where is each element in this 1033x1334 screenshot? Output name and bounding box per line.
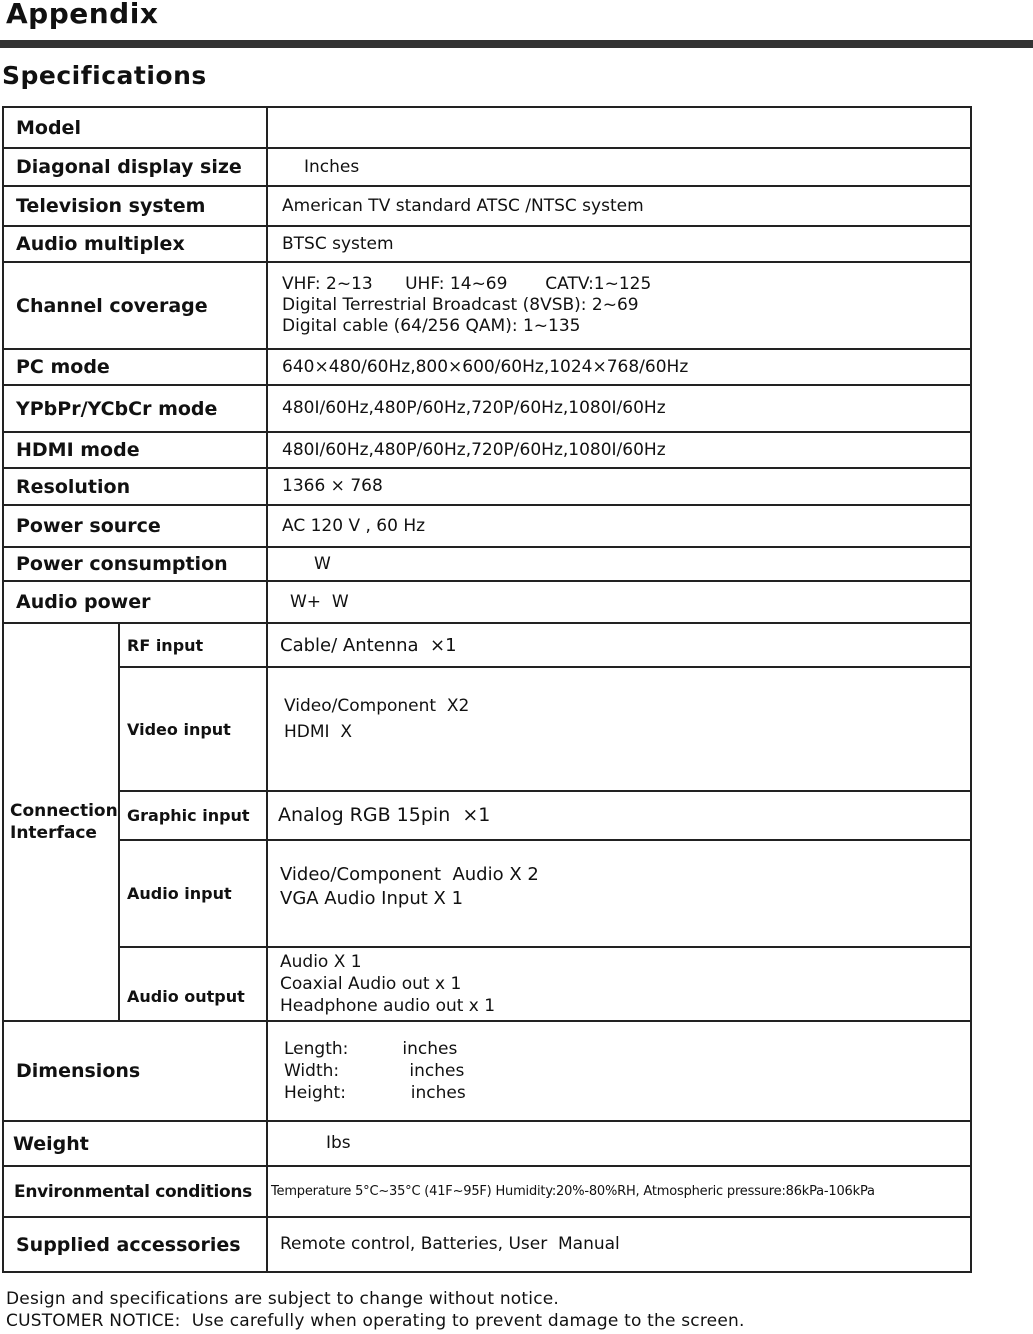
spec-label-video-input: Video input (119, 667, 267, 791)
audio-output-line: Coaxial Audio out x 1 (280, 974, 462, 994)
table-row (3, 186, 971, 226)
table-row (3, 349, 971, 385)
spec-label-model: Model (3, 107, 267, 148)
table-row (3, 1217, 971, 1272)
audio-input-line: Video/Component Audio X 2 (280, 863, 539, 885)
spec-value-graphic-input: Analog RGB 15pin ×1 (267, 791, 971, 840)
spec-label-audio-multiplex: Audio multiplex (3, 226, 267, 262)
table-row (3, 468, 971, 505)
spec-label-accessories: Supplied accessories (3, 1217, 267, 1272)
video-input-line: Video/Component X2 (284, 696, 470, 716)
change-notice: Design and specifications are subject to change without notice. (6, 1289, 559, 1309)
footer-notes (6, 1288, 745, 1332)
table-row (3, 1021, 971, 1121)
spec-value-audio-input (267, 840, 971, 947)
channel-line: VHF: 2~13 UHF: 14~69 CATV:1~125 (282, 274, 652, 294)
specifications-table (2, 106, 972, 1273)
spec-value-rf-input: Cable/ Antenna ×1 (267, 623, 971, 667)
table-row (3, 791, 971, 840)
spec-label-audio-input: Audio input (119, 840, 267, 947)
spec-value-hdmi-mode: 480I/60Hz,480P/60Hz,720P/60Hz,1080I/60Hz (267, 432, 971, 468)
spec-value-power-consumption: W (267, 547, 971, 581)
spec-value-resolution: 1366 × 768 (267, 468, 971, 505)
spec-label-resolution: Resolution (3, 468, 267, 505)
audio-output-line: Headphone audio out x 1 (280, 996, 496, 1016)
spec-value-ypbpr-mode: 480I/60Hz,480P/60Hz,720P/60Hz,1080I/60Hz (267, 385, 971, 432)
table-row (3, 107, 971, 148)
spec-label-pc-mode: PC mode (3, 349, 267, 385)
dimension-line: Width: inches (284, 1061, 465, 1081)
channel-line: Digital Terrestrial Broadcast (8VSB): 2~69 (282, 295, 639, 315)
header-divider (0, 40, 1033, 48)
table-row (3, 432, 971, 468)
table-row (3, 667, 971, 791)
page-title: Appendix (6, 0, 159, 30)
spec-label-power-consumption: Power consumption (3, 547, 267, 581)
spec-value-audio-multiplex: BTSC system (267, 226, 971, 262)
table-row (3, 1121, 971, 1166)
spec-label-environmental: Environmental conditions (3, 1166, 267, 1217)
spec-label-ypbpr-mode: YPbPr/YCbCr mode (3, 385, 267, 432)
spec-label-hdmi-mode: HDMI mode (3, 432, 267, 468)
table-row (3, 505, 971, 547)
spec-value-audio-output (267, 947, 971, 1021)
spec-label-weight: Weight (3, 1121, 267, 1166)
spec-label-graphic-input: Graphic input (119, 791, 267, 840)
table-row (3, 1166, 971, 1217)
spec-label-tv-system: Television system (3, 186, 267, 226)
spec-label-connection-interface: Connection Interface (3, 623, 119, 1021)
dimension-line: Height: inches (284, 1083, 466, 1103)
table-row (3, 226, 971, 262)
spec-label-audio-power: Audio power (3, 581, 267, 623)
spec-value-audio-power: W+ W (267, 581, 971, 623)
audio-output-line: Audio X 1 (280, 952, 362, 972)
spec-value-pc-mode: 640×480/60Hz,800×600/60Hz,1024×768/60Hz (267, 349, 971, 385)
spec-value-tv-system: American TV standard ATSC /NTSC system (267, 186, 971, 226)
spec-label-audio-output: Audio output (119, 947, 267, 1021)
table-row (3, 148, 971, 186)
spec-label-diagonal: Diagonal display size (3, 148, 267, 186)
table-row (3, 262, 971, 349)
table-row (3, 840, 971, 947)
spec-value-dimensions (267, 1021, 971, 1121)
customer-notice: CUSTOMER NOTICE: Use carefully when operating to prevent damage to the screen. (6, 1311, 745, 1331)
spec-label-power-source: Power source (3, 505, 267, 547)
table-row (3, 581, 971, 623)
spec-value-accessories: Remote control, Batteries, User Manual (267, 1217, 971, 1272)
table-row (3, 623, 971, 667)
spec-value-channel-coverage (267, 262, 971, 349)
spec-value-model (267, 107, 971, 148)
spec-value-video-input (267, 667, 971, 791)
table-row (3, 947, 971, 1021)
table-row (3, 547, 971, 581)
section-title: Specifications (2, 61, 207, 90)
channel-line: Digital cable (64/256 QAM): 1~135 (282, 316, 581, 336)
video-input-line: HDMI X (284, 722, 353, 742)
spec-value-environmental: Temperature 5°C~35°C (41F~95F) Humidity:20%-80%RH, Atmospheric pressure:86kPa-106kPa (267, 1166, 971, 1217)
audio-input-line: VGA Audio Input X 1 (280, 887, 464, 909)
spec-label-dimensions: Dimensions (3, 1021, 267, 1121)
dimension-line: Length: inches (284, 1039, 458, 1059)
spec-value-power-source: AC 120 V , 60 Hz (267, 505, 971, 547)
spec-label-channel-coverage: Channel coverage (3, 262, 267, 349)
table-row (3, 385, 971, 432)
spec-label-rf-input: RF input (119, 623, 267, 667)
spec-value-diagonal: Inches (267, 148, 971, 186)
spec-value-weight: Ibs (267, 1121, 971, 1166)
